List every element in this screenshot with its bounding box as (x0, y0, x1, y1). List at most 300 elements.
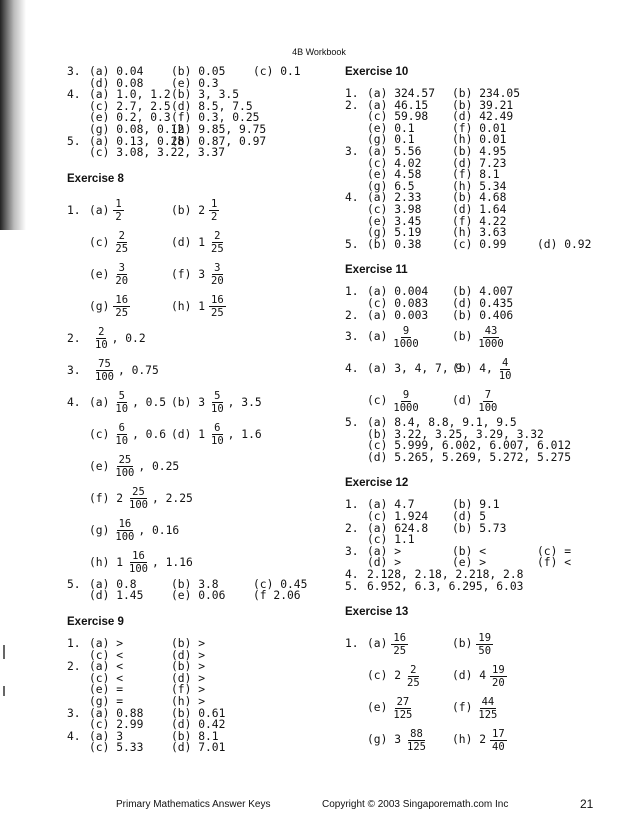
right-column (345, 66, 630, 756)
answer-value: , 1.6 (227, 427, 262, 441)
answer-label: (b) 4, (452, 362, 493, 376)
answer-cell: (g) 5.19 (367, 226, 422, 240)
answer-cell: (g) 0.1 (367, 133, 415, 147)
answer-label: (f) 2 (89, 491, 124, 505)
fraction (209, 294, 226, 319)
answer-cell: (c) 0.083 (367, 296, 429, 310)
fraction-numerator: 16 (118, 518, 132, 531)
fraction-denominator: 20 (211, 275, 224, 288)
answer-cell: (b) 8.1 (171, 729, 219, 743)
answer-cell: (c) < (89, 648, 124, 662)
answer-label: (f) (452, 701, 473, 715)
fraction (209, 422, 226, 447)
answer-cell: (f 2.06 (253, 589, 301, 603)
question-number: 1. (345, 498, 359, 512)
fraction-denominator: 2 (211, 211, 218, 224)
answer-cell: (c) 0.99 (452, 237, 507, 251)
answer-cell: (c) 2.7, 2.5 (89, 99, 171, 113)
answer-cell: (g) 6.5 (367, 179, 415, 193)
fraction-numerator: 5 (214, 390, 221, 403)
answer-row (345, 511, 630, 523)
fraction-denominator: 25 (393, 644, 407, 657)
answer-value: , 0.5 (132, 395, 167, 409)
answer-cell (452, 664, 537, 689)
answer-cell: (d) 0.08 (89, 76, 144, 90)
answer-cell: (e) 3.45 (367, 214, 422, 228)
fraction (113, 422, 130, 447)
answer-cell: (b) 0.05 (171, 65, 226, 78)
fraction (113, 390, 130, 415)
fraction (490, 728, 507, 753)
answer-label: (a) (89, 395, 110, 409)
answer-cell: (e) 4.58 (367, 168, 422, 182)
fraction-numerator: 17 (492, 727, 505, 740)
fraction-denominator: 125 (478, 708, 498, 721)
answer-cell: (e) 0.3 (171, 76, 219, 90)
question-number: 3. (67, 706, 81, 720)
answer-cell: (a) 0.003 (367, 308, 429, 322)
answer-cell: (d) 1.45 (89, 589, 144, 603)
fraction-numerator: 9 (402, 388, 410, 401)
answer-cell: (h) 0.01 (452, 133, 507, 147)
fraction-denominator: 1000 (478, 337, 504, 350)
question-number: 2. (67, 331, 81, 345)
answer-row (67, 259, 332, 291)
answer-cell (367, 728, 452, 753)
fraction-numerator: 16 (211, 294, 224, 307)
question-number: 1. (345, 637, 359, 651)
answer-row (345, 146, 630, 158)
fraction-denominator: 40 (492, 740, 505, 753)
answer-cell: (d) 1.64 (452, 202, 507, 216)
fraction-denominator: 100 (478, 401, 498, 414)
answer-cell (367, 389, 452, 414)
answer-cell: (a) 2.33 (367, 191, 422, 205)
fraction-numerator: 16 (393, 631, 407, 644)
fraction-denominator: 50 (478, 644, 492, 657)
answer-row (67, 483, 332, 515)
answer-cell: (a) < (89, 660, 124, 674)
fraction-denominator: 25 (211, 243, 224, 256)
answer-row (67, 515, 332, 547)
answer-label: (a) (367, 637, 388, 651)
fraction (405, 728, 428, 753)
answer-cell: (c) 3.98 (367, 202, 422, 216)
fraction (476, 389, 499, 414)
fraction-numerator: 75 (98, 358, 111, 371)
answer-label: (e) (89, 267, 110, 281)
fraction-denominator: 100 (95, 371, 114, 384)
answer-label: (d) 4 (452, 669, 487, 683)
fraction-denominator: 10 (211, 435, 224, 448)
answer-cell: (h) > (171, 694, 206, 708)
exercise-title: Exercise 13 (345, 606, 409, 619)
answer-row (67, 124, 332, 136)
answer-cell: (c) < (89, 671, 124, 685)
question-number: 2. (345, 98, 359, 112)
fraction-denominator: 100 (129, 499, 148, 512)
answer-row (345, 353, 630, 385)
answer-cell: (b) > (171, 636, 206, 650)
answer-cell: (d) 7.23 (452, 156, 507, 170)
question-number: 4. (67, 729, 81, 743)
answer-cell: (c) 1.1 (367, 533, 415, 547)
answer-cell: (b) 0.406 (452, 308, 514, 322)
question-number: 4. (345, 191, 359, 205)
answer-cell: (d) > (171, 671, 206, 685)
answer-cell: (g) = (89, 694, 124, 708)
answer-cell (89, 326, 289, 351)
fraction-numerator: 43 (484, 324, 498, 337)
answer-cell: (d) 0.42 (171, 718, 226, 732)
fraction-numerator: 6 (118, 422, 125, 435)
answer-cell: (b) < (452, 544, 487, 558)
answer-row (345, 660, 630, 692)
answer-cell: (b) 39.21 (452, 98, 514, 112)
exercise-title: Exercise 10 (345, 66, 409, 78)
question-number: 4. (67, 88, 81, 102)
fraction-denominator: 20 (115, 275, 129, 288)
answer-row (67, 195, 332, 227)
fraction-numerator: 2 (214, 230, 221, 243)
fraction-denominator: 25 (115, 307, 129, 320)
answer-row (345, 310, 630, 322)
fraction-denominator: 10 (211, 403, 224, 416)
fraction-numerator: 2 (98, 326, 105, 339)
fraction (113, 198, 123, 223)
answer-cell: (c) 5.999, 6.002, 6.007, 6.012 (367, 439, 572, 453)
answer-cell: (c) 3.08, 3.22, 3.37 (89, 146, 226, 160)
answer-cell: (f) 8.1 (452, 168, 500, 182)
answer-cell (367, 696, 452, 721)
page-header: 4B Workbook (292, 47, 346, 57)
question-number: 5. (345, 237, 359, 251)
answer-value: , 0.75 (117, 363, 159, 377)
answer-row (67, 547, 332, 579)
answer-cell (89, 550, 193, 576)
answer-cell: (a) 8.4, 8.8, 9.1, 9.5 (367, 416, 517, 430)
fraction-numerator: 1 (211, 198, 218, 211)
answer-cell (367, 664, 452, 689)
answer-cell (89, 230, 171, 255)
answer-label: (a) (89, 203, 110, 217)
answer-cell: (b) 234.05 (452, 87, 521, 100)
question-number: 3. (67, 363, 81, 377)
fraction (497, 357, 514, 382)
fraction-denominator: 20 (492, 676, 505, 689)
answer-label: (h) 1 (89, 555, 124, 569)
answer-label: (b) 2 (171, 203, 206, 217)
answer-label: (g) (89, 523, 110, 537)
answer-cell: (a) 4.7 (367, 498, 415, 512)
fraction (113, 294, 130, 319)
question-number: 4. (67, 395, 81, 409)
answer-label: (d) 1 (171, 427, 206, 441)
answer-label: (d) 1 (171, 235, 206, 249)
answer-row (345, 452, 630, 464)
answer-row (67, 742, 332, 754)
question-number: 2. (345, 308, 359, 322)
answer-row (67, 355, 332, 387)
answer-cell: (h) 5.34 (452, 179, 507, 193)
answer-label: (f) 3 (171, 267, 206, 281)
answer-cell (89, 358, 289, 383)
left-column (67, 66, 332, 754)
answer-cell: (b) 5.73 (452, 521, 507, 535)
answer-row (345, 581, 630, 593)
fraction-denominator: 25 (115, 243, 129, 256)
answer-cell: (a) 46.15 (367, 98, 429, 112)
answer-cell: (b) 3, 3.5 (171, 88, 240, 102)
answer-row (345, 417, 630, 429)
question-number: 2. (345, 521, 359, 535)
fraction (391, 389, 420, 414)
fraction (476, 696, 499, 721)
fraction-denominator: 1000 (393, 401, 419, 414)
fraction (476, 632, 493, 657)
fraction-denominator: 10 (115, 403, 129, 416)
answer-cell: (a) 0.04 (89, 65, 144, 78)
answer-cell: (c) 2.99 (89, 718, 144, 732)
answer-cell: (d) 5 (452, 510, 487, 524)
answer-cell: (d) > (367, 556, 402, 570)
footer-title: Primary Mathematics Answer Keys (116, 799, 271, 810)
answer-label: (h) 2 (452, 733, 487, 747)
answer-cell: (c) 0.1 (253, 65, 301, 78)
answer-row (345, 239, 630, 251)
question-number: 5. (67, 134, 81, 148)
answer-row (67, 323, 332, 355)
answer-label: (c) (89, 427, 110, 441)
answer-cell: (c) 5.33 (89, 741, 144, 755)
fraction-denominator: 100 (115, 531, 135, 544)
answer-row (345, 169, 630, 181)
fraction (391, 325, 420, 350)
fraction-denominator: 125 (407, 740, 426, 753)
answer-cell: (a) 5.56 (367, 144, 422, 158)
answer-label: (b) (452, 637, 473, 651)
fraction-numerator: 27 (396, 695, 410, 708)
answer-cell (171, 422, 281, 447)
fraction-numerator: 25 (118, 454, 132, 467)
answer-label: (h) 1 (171, 299, 206, 313)
question-number: 1. (345, 87, 359, 100)
answer-label: (e) (367, 701, 388, 715)
fraction-denominator: 10 (498, 369, 512, 382)
question-number: 3. (67, 65, 81, 78)
exercise-title: Exercise 9 (67, 615, 124, 628)
answer-cell: (d) > (171, 648, 206, 662)
fraction-numerator: 19 (478, 631, 492, 644)
answer-label: (c) 2 (367, 669, 402, 683)
answer-cell: (e) = (89, 683, 124, 697)
answer-row (67, 419, 332, 451)
answer-cell: (b) 0.87, 0.97 (171, 134, 267, 148)
question-number: 4. (345, 362, 359, 376)
answer-cell: (b) 3.22, 3.25, 3.29, 3.32 (367, 427, 544, 441)
answer-cell: (a) 0.004 (367, 285, 429, 299)
answer-label: (d) (452, 394, 473, 408)
answer-row (345, 724, 630, 756)
answer-cell: (c) 0.45 (253, 577, 308, 591)
answer-cell (367, 632, 452, 657)
fraction-denominator: 125 (393, 708, 413, 721)
fraction-numerator: 3 (118, 262, 125, 275)
fraction-denominator: 100 (115, 467, 135, 480)
scan-mark (3, 686, 5, 696)
answer-cell: (e) 0.06 (171, 589, 226, 603)
answer-cell (452, 357, 537, 382)
fraction (127, 486, 150, 511)
fraction-numerator: 25 (132, 486, 145, 499)
answer-value: , 3.5 (227, 395, 262, 409)
answer-cell: 2.128, 2.18, 2.218, 2.8 (367, 568, 524, 582)
answer-cell: (b) 3.8 (171, 577, 219, 591)
exercise-title: Exercise 8 (67, 172, 124, 185)
answer-cell: (b) 0.38 (367, 237, 422, 251)
question-number: 5. (67, 577, 81, 591)
answer-cell: (d) 7.01 (171, 741, 226, 755)
answer-cell: (b) 9.1 (452, 498, 500, 512)
question-number: 3. (345, 144, 359, 158)
fraction (209, 262, 226, 287)
answer-cell: (f) > (171, 683, 206, 697)
answer-cell: (d) 5.265, 5.269, 5.272, 5.275 (367, 450, 572, 464)
fraction-numerator: 19 (492, 663, 505, 676)
answer-cell: (a) 0.13, 0.28 (89, 134, 185, 148)
fraction-numerator: 2 (410, 663, 417, 676)
fraction (113, 518, 136, 543)
fraction (209, 390, 226, 415)
answer-cell: (f) 4.22 (452, 214, 507, 228)
fraction (93, 326, 110, 351)
fraction-numerator: 1 (115, 198, 122, 211)
page-number: 21 (580, 797, 594, 811)
question-number: 3. (345, 544, 359, 558)
question-number: 4. (345, 568, 359, 582)
answer-cell (89, 486, 193, 512)
answer-value: , 0.2 (111, 331, 146, 345)
answer-cell: (e) > (452, 556, 487, 570)
fraction-numerator: 2 (118, 230, 125, 243)
answer-cell (89, 294, 171, 319)
answer-row (67, 147, 332, 159)
footer-copyright: Copyright © 2003 Singaporemath.com Inc (322, 799, 509, 810)
answer-row (67, 451, 332, 483)
answer-value: , 1.16 (151, 555, 193, 569)
fraction-denominator: 1000 (393, 337, 419, 350)
answer-cell (171, 294, 271, 319)
answer-cell (89, 198, 171, 223)
fraction-numerator: 16 (132, 550, 145, 563)
answer-cell: (a) > (89, 636, 124, 650)
answer-row (345, 204, 630, 216)
answer-cell: (c) = (537, 544, 572, 558)
answer-row (67, 227, 332, 259)
fraction-denominator: 100 (129, 563, 148, 576)
answer-label: (b) (452, 330, 473, 344)
answer-cell: (a) 3, 4, 7, 9 (367, 362, 463, 376)
fraction (113, 230, 130, 255)
fraction (113, 262, 130, 287)
answer-cell: (b) > (171, 660, 206, 674)
fraction-denominator: 25 (211, 307, 224, 320)
answer-cell: 6.952, 6.3, 6.295, 6.03 (367, 579, 524, 593)
answer-row (67, 387, 332, 419)
answer-cell (367, 325, 452, 350)
answer-cell: (b) 4.007 (452, 285, 514, 299)
answer-cell: (c) 4.02 (367, 156, 422, 170)
answer-cell: (d) 8.5, 7.5 (171, 99, 253, 113)
answer-row (345, 298, 630, 310)
fraction (113, 454, 136, 479)
answer-cell: (a) 1.0, 1.2 (89, 88, 171, 102)
answer-cell: (a) 0.8 (89, 577, 137, 591)
question-number: 1. (67, 203, 81, 217)
answer-cell: (e) 0.2, 0.3 (89, 111, 171, 125)
fraction (476, 325, 505, 350)
fraction-numerator: 5 (118, 390, 125, 403)
answer-label: (b) 3 (171, 395, 206, 409)
answer-cell: (d) 0.435 (452, 296, 514, 310)
answer-cell: (f) < (537, 556, 572, 570)
question-number: 1. (67, 636, 81, 650)
answer-cell: (a) 0.88 (89, 706, 144, 720)
answer-cell: (g) 0.08, 0.12 (89, 122, 185, 136)
answer-cell: (f) 0.01 (452, 121, 507, 135)
fraction-numerator: 7 (484, 388, 492, 401)
answer-label: (c) (89, 235, 110, 249)
question-number: 1. (345, 285, 359, 299)
answer-row (67, 719, 332, 731)
answer-cell: (b) 0.61 (171, 706, 226, 720)
answer-row (345, 385, 630, 417)
answer-label: (g) (89, 299, 110, 313)
scan-shadow (0, 0, 26, 230)
scan-mark (3, 645, 5, 659)
fraction (405, 664, 422, 689)
exercise-title: Exercise 12 (345, 477, 409, 490)
answer-row (345, 88, 630, 100)
answer-cell (452, 632, 537, 657)
answer-cell (452, 728, 537, 753)
fraction-denominator: 10 (95, 339, 108, 352)
answer-row (67, 291, 332, 323)
answer-row (345, 692, 630, 724)
fraction (391, 696, 414, 721)
answer-cell (171, 198, 271, 223)
exercise-title: Exercise 11 (345, 264, 408, 277)
question-number: 5. (345, 579, 359, 593)
answer-cell (452, 389, 537, 414)
answer-value: , 0.25 (138, 459, 180, 473)
fraction (127, 550, 150, 575)
answer-cell (452, 325, 537, 350)
answer-cell (171, 262, 271, 287)
fraction-denominator: 10 (115, 435, 129, 448)
question-number: 5. (345, 416, 359, 430)
answer-cell (89, 262, 171, 287)
fraction (209, 230, 226, 255)
fraction-numerator: 88 (410, 727, 423, 740)
question-number: 3. (345, 330, 359, 344)
answer-cell: (e) 0.1 (367, 121, 415, 135)
answer-cell (89, 390, 171, 415)
answer-cell (89, 454, 180, 480)
answer-cell (171, 230, 271, 255)
answer-row (67, 638, 332, 650)
answer-row (345, 569, 630, 581)
